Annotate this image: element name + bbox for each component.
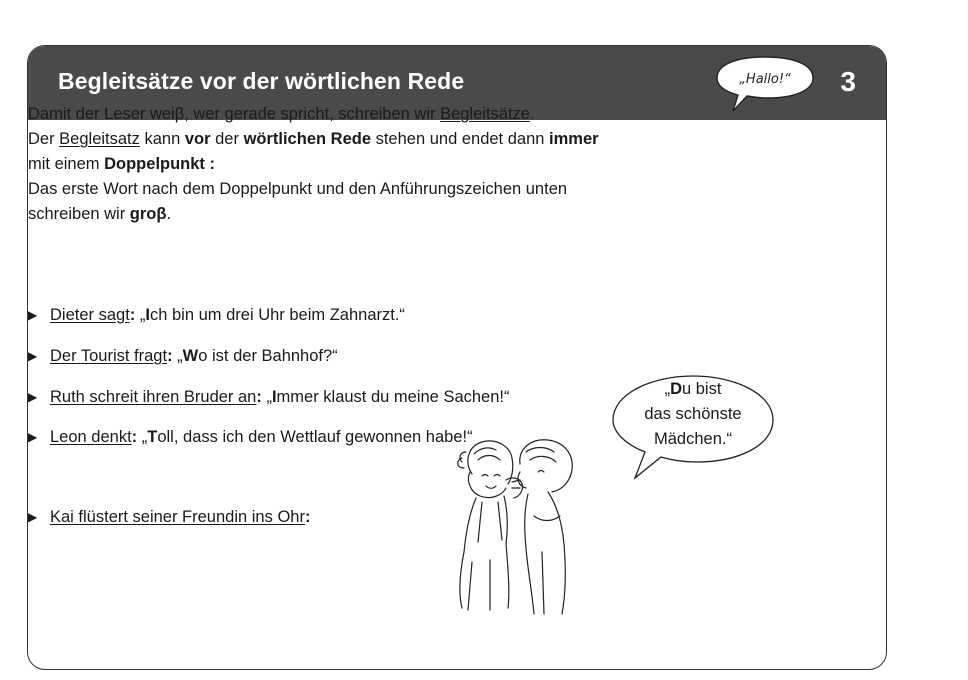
emphasis-woertliche-rede: wörtlichen Rede — [243, 130, 372, 148]
hallo-bubble-text: „Hallo!“ — [739, 72, 791, 87]
example-quote-open: „ — [261, 388, 272, 406]
triangle-bullet-icon: ▶ — [28, 308, 38, 322]
emphasis-immer: immer — [549, 130, 599, 148]
emphasis-gross: groβ — [129, 205, 167, 223]
example-speech: ch bin um drei Uhr beim Zahnarzt.“ — [149, 306, 405, 324]
intro-line-3 — [28, 152, 788, 177]
example-subject: Kai flüstert seiner Freundin ins Ohr — [50, 508, 305, 526]
intro-line-2 — [28, 127, 788, 152]
triangle-bullet-icon: ▶ — [28, 349, 38, 363]
speech-line-2: das schönste — [644, 405, 742, 423]
whispering-children-illustration — [442, 432, 592, 618]
example-first-letter: I — [271, 388, 277, 406]
example-speech: mmer klaust du meine Sachen!“ — [276, 388, 510, 406]
example-quote-open: „ — [135, 306, 146, 324]
term-begleitsatz: Begleitsatz — [59, 130, 140, 148]
intro-text-segment: kann — [139, 130, 185, 148]
intro-line-5 — [28, 202, 788, 227]
example-colon: : — [304, 508, 311, 526]
example-colon: : — [129, 306, 136, 324]
speech-line-1-rest: u bist — [681, 380, 722, 398]
example-item — [28, 428, 473, 447]
intro-text-segment: mit einem — [28, 155, 105, 173]
speech-line-1 — [618, 377, 768, 402]
intro-text-segment: stehen und endet dann — [371, 130, 550, 148]
example-quote-open: „ — [172, 347, 183, 365]
intro-text-segment: der — [210, 130, 244, 148]
speech-line-3: Mädchen.“ — [654, 430, 732, 448]
example-subject: Der Tourist fragt — [50, 347, 168, 365]
speech-quote-open: „ — [664, 380, 671, 398]
example-item — [28, 388, 509, 407]
emphasis-vor: vor — [184, 130, 211, 148]
triangle-bullet-icon: ▶ — [28, 430, 38, 444]
card-number: 3 — [840, 66, 856, 97]
intro-line-1 — [28, 102, 788, 127]
whisper-speech-text — [618, 377, 768, 452]
emphasis-doppelpunkt: Doppelpunkt : — [104, 155, 216, 173]
intro-text-segment: . — [529, 105, 535, 123]
intro-text-segment: . — [166, 205, 172, 223]
example-item — [28, 508, 310, 527]
example-first-letter: W — [182, 347, 199, 365]
example-subject: Ruth schreit ihren Bruder an — [50, 388, 257, 406]
example-colon: : — [131, 428, 138, 446]
intro-text — [28, 102, 788, 227]
example-first-letter: T — [147, 428, 158, 446]
card-title: Begleitsätze vor der wörtlichen Rede — [58, 68, 465, 94]
example-subject: Dieter sagt — [50, 306, 130, 324]
triangle-bullet-icon: ▶ — [28, 390, 38, 404]
example-subject: Leon denkt — [50, 428, 132, 446]
term-begleitsaetze: Begleitsätze — [440, 105, 530, 123]
example-speech: o ist der Bahnhof?“ — [198, 347, 338, 365]
example-speech: oll, dass ich den Wettlauf gewonnen habe!“ — [157, 428, 473, 446]
speech-first-letter: D — [670, 380, 682, 398]
example-colon: : — [256, 388, 262, 406]
example-item — [28, 347, 338, 366]
example-item — [28, 306, 405, 325]
triangle-bullet-icon: ▶ — [28, 510, 38, 524]
example-colon: : — [167, 347, 173, 365]
intro-text-segment: Der — [28, 130, 60, 148]
example-quote-open: „ — [137, 428, 148, 446]
intro-text-segment: Damit der Leser weiβ, wer gerade spricht, schreiben wir — [28, 105, 441, 123]
example-first-letter: I — [145, 306, 150, 324]
intro-text-segment: schreiben wir — [28, 205, 130, 223]
intro-line-4: Das erste Wort nach dem Doppelpunkt und den Anführungszeichen unten — [28, 180, 568, 198]
